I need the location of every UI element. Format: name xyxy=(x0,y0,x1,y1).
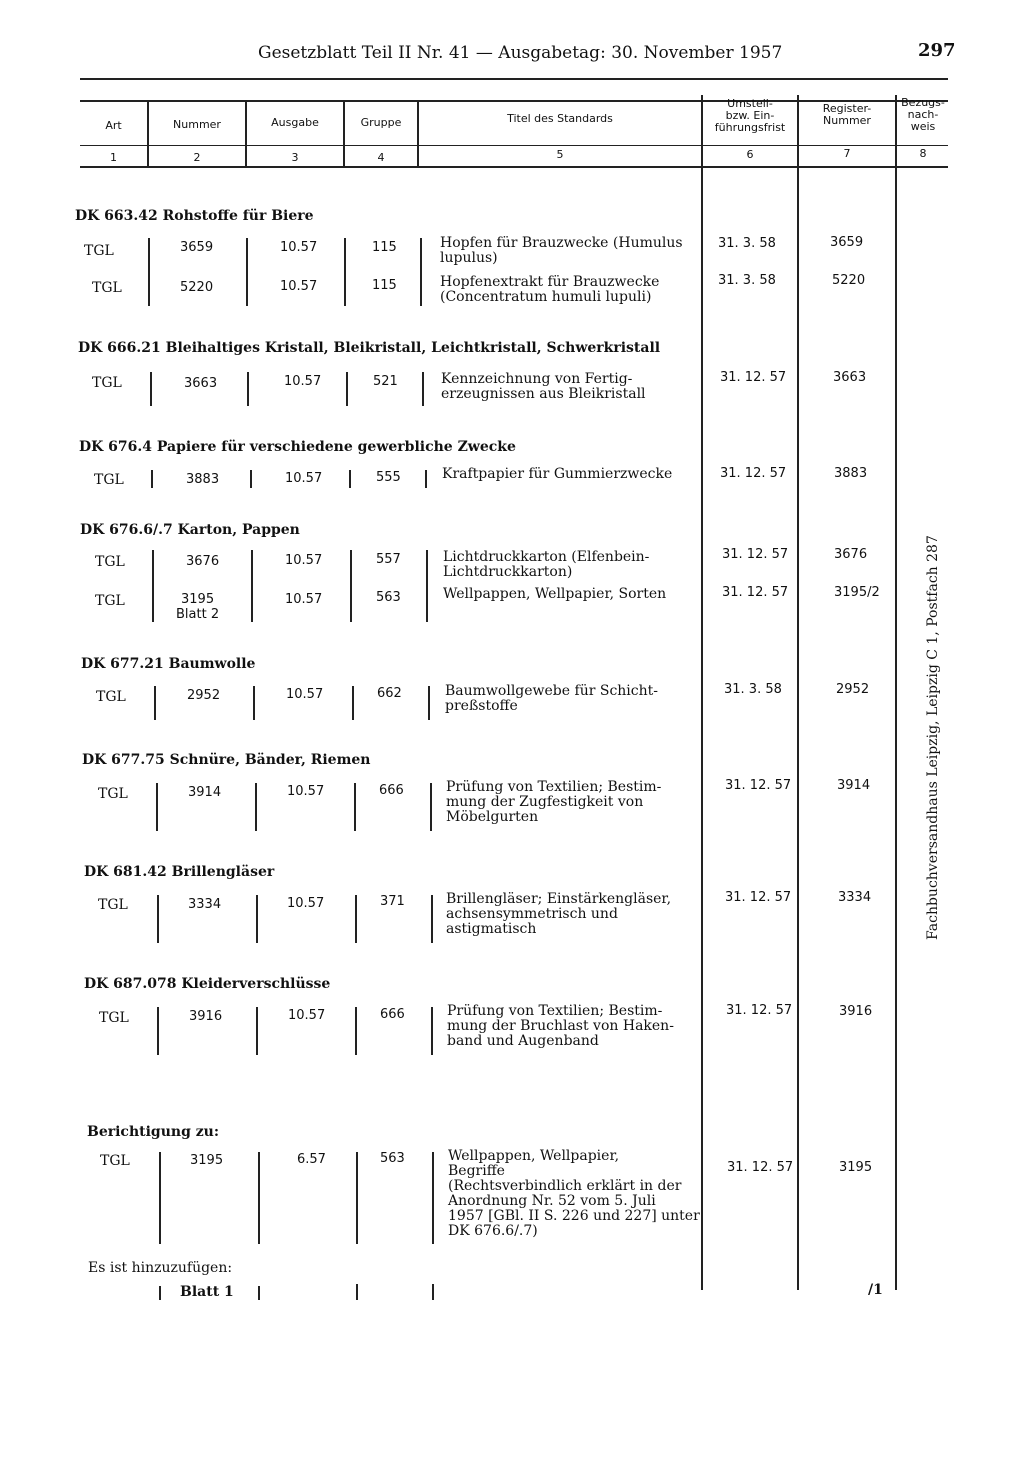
cell-art: TGL xyxy=(94,472,124,488)
cell-nummer: 3659 xyxy=(180,240,214,255)
row-rule xyxy=(157,1007,159,1055)
table-head-rule xyxy=(80,145,948,146)
row-rule xyxy=(246,238,248,306)
addition-sheet: Blatt 1 xyxy=(180,1284,234,1300)
cell-ausgabe: 10.57 xyxy=(285,553,323,568)
col-header-bezug: Bezugs- nach- weis xyxy=(901,96,945,133)
cell-nummer: 5220 xyxy=(180,280,214,295)
row-rule xyxy=(256,1007,258,1055)
cell-frist: 31. 3. 58 xyxy=(724,682,782,697)
row-rule xyxy=(428,686,430,720)
col-divider-long xyxy=(895,95,897,1290)
cell-art: TGL xyxy=(92,280,122,296)
row-rule xyxy=(350,550,352,622)
cell-register: 3676 xyxy=(834,547,868,562)
row-rule xyxy=(253,686,255,720)
cell-titel: Wellpappen, Wellpapier, Begriffe (Rechtsverbindlich erklärt in der Anordnung Nr. 52 vom 5. Juli 1957 [GBl. II S. 226 und 227] unter DK 676.6/.7) xyxy=(448,1148,700,1239)
cell-frist: 31. 12. 57 xyxy=(722,585,789,600)
cell-nummer: 2952 xyxy=(187,688,221,703)
col-number: 6 xyxy=(746,148,754,161)
cell-art: TGL xyxy=(95,554,125,570)
row-rule xyxy=(159,1286,161,1300)
cell-nummer: 3663 xyxy=(184,376,218,391)
cell-ausgabe: 10.57 xyxy=(285,471,323,486)
row-rule xyxy=(349,470,351,488)
section-heading: DK 687.078 Kleiderverschlüsse xyxy=(84,976,331,992)
cell-art: TGL xyxy=(100,1153,130,1169)
cell-ausgabe: 10.57 xyxy=(288,1008,326,1023)
row-rule xyxy=(156,783,158,831)
cell-titel: Hopfen für Brauzwecke (Humulus lupulus) xyxy=(440,235,683,266)
row-rule xyxy=(356,1152,358,1244)
cell-frist: 31. 12. 57 xyxy=(720,466,787,481)
row-rule xyxy=(352,686,354,720)
cell-ausgabe: 10.57 xyxy=(280,279,318,294)
cell-nummer: 3195 Blatt 2 xyxy=(176,592,220,622)
table-num-rule xyxy=(80,166,948,168)
cell-nummer: 3916 xyxy=(189,1009,223,1024)
row-rule xyxy=(354,783,356,831)
cell-titel: Kennzeichnung von Fertig- erzeugnissen aus Bleikristall xyxy=(441,371,646,402)
cell-gruppe: 662 xyxy=(377,686,402,701)
row-rule xyxy=(150,372,152,406)
cell-frist: 31. 12. 57 xyxy=(720,370,787,385)
cell-gruppe: 557 xyxy=(376,552,401,567)
cell-art: TGL xyxy=(96,689,126,705)
col-number: 5 xyxy=(556,148,564,161)
row-rule xyxy=(425,470,427,488)
row-rule xyxy=(420,238,422,306)
row-rule xyxy=(258,1152,260,1244)
cell-ausgabe: 10.57 xyxy=(280,240,318,255)
row-rule xyxy=(258,1286,260,1300)
cell-titel: Prüfung von Textilien; Bestim- mung der Bruchlast von Haken- band und Augenband xyxy=(447,1003,674,1049)
cell-gruppe: 563 xyxy=(376,590,401,605)
cell-frist: 31. 12. 57 xyxy=(725,890,792,905)
cell-frist: 31. 3. 58 xyxy=(718,273,776,288)
row-rule xyxy=(247,372,249,406)
col-header-frist: Umstell- bzw. Ein- führungsfrist xyxy=(714,97,786,134)
cell-register: 3914 xyxy=(837,778,871,793)
cell-art: TGL xyxy=(98,897,128,913)
cell-frist: 31. 3. 58 xyxy=(718,236,776,251)
cell-art: TGL xyxy=(95,593,125,609)
section-heading: DK 677.21 Baumwolle xyxy=(81,656,256,672)
cell-register: 3195 xyxy=(839,1160,873,1175)
col-header-art: Art xyxy=(105,119,122,132)
row-rule xyxy=(148,238,150,306)
correction-heading: Berichtigung zu: xyxy=(87,1124,220,1140)
cell-titel: Lichtdruckkarton (Elfenbein- Lichtdruckkarton) xyxy=(443,549,650,580)
col-number: 4 xyxy=(377,151,385,164)
cell-art: TGL xyxy=(92,375,122,391)
cell-ausgabe: 10.57 xyxy=(287,784,325,799)
col-number: 1 xyxy=(110,151,117,164)
col-number: 3 xyxy=(291,151,299,164)
cell-art: TGL xyxy=(84,243,114,259)
col-divider-long xyxy=(797,95,799,1290)
col-number: 7 xyxy=(843,147,851,160)
col-header-gruppe: Gruppe xyxy=(360,116,402,129)
cell-titel: Wellpappen, Wellpapier, Sorten xyxy=(443,586,667,602)
cell-nummer: 3195 xyxy=(190,1153,224,1168)
row-rule xyxy=(256,895,258,943)
cell-register: 5220 xyxy=(832,273,866,288)
cell-titel: Kraftpapier für Gummierzwecke xyxy=(442,466,673,482)
cell-gruppe: 666 xyxy=(380,1007,405,1022)
col-header-ausgabe: Ausgabe xyxy=(271,116,319,129)
cell-gruppe: 563 xyxy=(380,1151,405,1166)
publisher-sidebar: Fachbuchversandhaus Leipzig, Leipzig C 1, Postfach 287 xyxy=(925,535,941,940)
cell-frist: 31. 12. 57 xyxy=(725,778,792,793)
row-rule xyxy=(154,686,156,720)
cell-ausgabe: 10.57 xyxy=(286,687,324,702)
addition-register: /1 xyxy=(868,1282,883,1298)
row-rule xyxy=(426,550,428,622)
cell-frist: 31. 12. 57 xyxy=(722,547,789,562)
cell-register: 3916 xyxy=(839,1004,873,1019)
header-rule xyxy=(80,78,948,80)
cell-ausgabe: 10.57 xyxy=(285,592,323,607)
col-number: 2 xyxy=(193,151,201,164)
cell-frist: 31. 12. 57 xyxy=(726,1003,793,1018)
col-header-nummer: Nummer xyxy=(173,118,221,131)
cell-register: 3334 xyxy=(838,890,872,905)
cell-gruppe: 115 xyxy=(372,278,397,293)
cell-gruppe: 371 xyxy=(380,894,405,909)
page-number: 297 xyxy=(918,40,956,61)
row-rule xyxy=(151,470,153,488)
cell-register: 3659 xyxy=(830,235,864,250)
row-rule xyxy=(159,1152,161,1244)
row-rule xyxy=(432,1152,434,1244)
cell-nummer: 3914 xyxy=(188,785,222,800)
section-heading: DK 677.75 Schnüre, Bänder, Riemen xyxy=(82,752,371,768)
cell-gruppe: 521 xyxy=(373,374,398,389)
cell-register: 3195/2 xyxy=(834,585,880,600)
cell-ausgabe: 10.57 xyxy=(287,896,325,911)
section-heading: DK 681.42 Brillengläser xyxy=(84,864,275,880)
cell-gruppe: 555 xyxy=(376,470,401,485)
row-rule xyxy=(346,372,348,406)
row-rule xyxy=(356,1284,358,1300)
cell-titel: Baumwollgewebe für Schicht- preßstoffe xyxy=(445,683,658,714)
section-heading: DK 676.4 Papiere für verschiedene gewerbliche Zwecke xyxy=(79,439,516,455)
row-rule xyxy=(431,1007,433,1055)
section-heading: DK 663.42 Rohstoffe für Biere xyxy=(75,208,314,224)
cell-ausgabe: 10.57 xyxy=(284,374,322,389)
row-rule xyxy=(432,1284,434,1300)
cell-nummer: 3676 xyxy=(186,554,220,569)
cell-frist: 31. 12. 57 xyxy=(727,1160,794,1175)
cell-ausgabe: 6.57 xyxy=(297,1152,326,1167)
row-rule xyxy=(250,470,252,488)
cell-register: 2952 xyxy=(836,682,870,697)
section-heading: DK 676.6/.7 Karton, Pappen xyxy=(80,522,300,538)
addition-label: Es ist hinzuzufügen: xyxy=(88,1260,233,1276)
cell-titel: Hopfenextrakt für Brauzwecke (Concentratum humuli lupuli) xyxy=(440,274,660,305)
cell-register: 3883 xyxy=(834,466,868,481)
row-rule xyxy=(344,238,346,306)
col-header-register: Register- Nummer xyxy=(822,102,872,127)
row-rule xyxy=(251,550,253,622)
cell-gruppe: 115 xyxy=(372,240,397,255)
col-number: 8 xyxy=(919,147,927,160)
row-rule xyxy=(355,1007,357,1055)
row-rule xyxy=(355,895,357,943)
page-header-title: Gesetzblatt Teil II Nr. 41 — Ausgabetag: 30. November 1957 xyxy=(258,43,783,63)
cell-nummer: 3334 xyxy=(188,897,222,912)
row-rule xyxy=(152,550,154,622)
table-top-rule xyxy=(80,100,948,102)
cell-gruppe: 666 xyxy=(379,783,404,798)
row-rule xyxy=(255,783,257,831)
cell-nummer: 3883 xyxy=(186,472,220,487)
cell-titel: Brillengläser; Einstärkengläser, achsensymmetrisch und astigmatisch xyxy=(446,891,672,937)
col-divider-long xyxy=(701,95,703,1290)
section-heading: DK 666.21 Bleihaltiges Kristall, Bleikristall, Leichtkristall, Schwerkristall xyxy=(78,340,661,356)
cell-art: TGL xyxy=(98,786,128,802)
row-rule xyxy=(430,783,432,831)
row-rule xyxy=(157,895,159,943)
cell-register: 3663 xyxy=(833,370,867,385)
row-rule xyxy=(431,895,433,943)
col-header-titel: Titel des Standards xyxy=(507,112,613,125)
cell-titel: Prüfung von Textilien; Bestim- mung der Zugfestigkeit von Möbelgurten xyxy=(446,779,662,825)
row-rule xyxy=(422,372,424,406)
cell-art: TGL xyxy=(99,1010,129,1026)
